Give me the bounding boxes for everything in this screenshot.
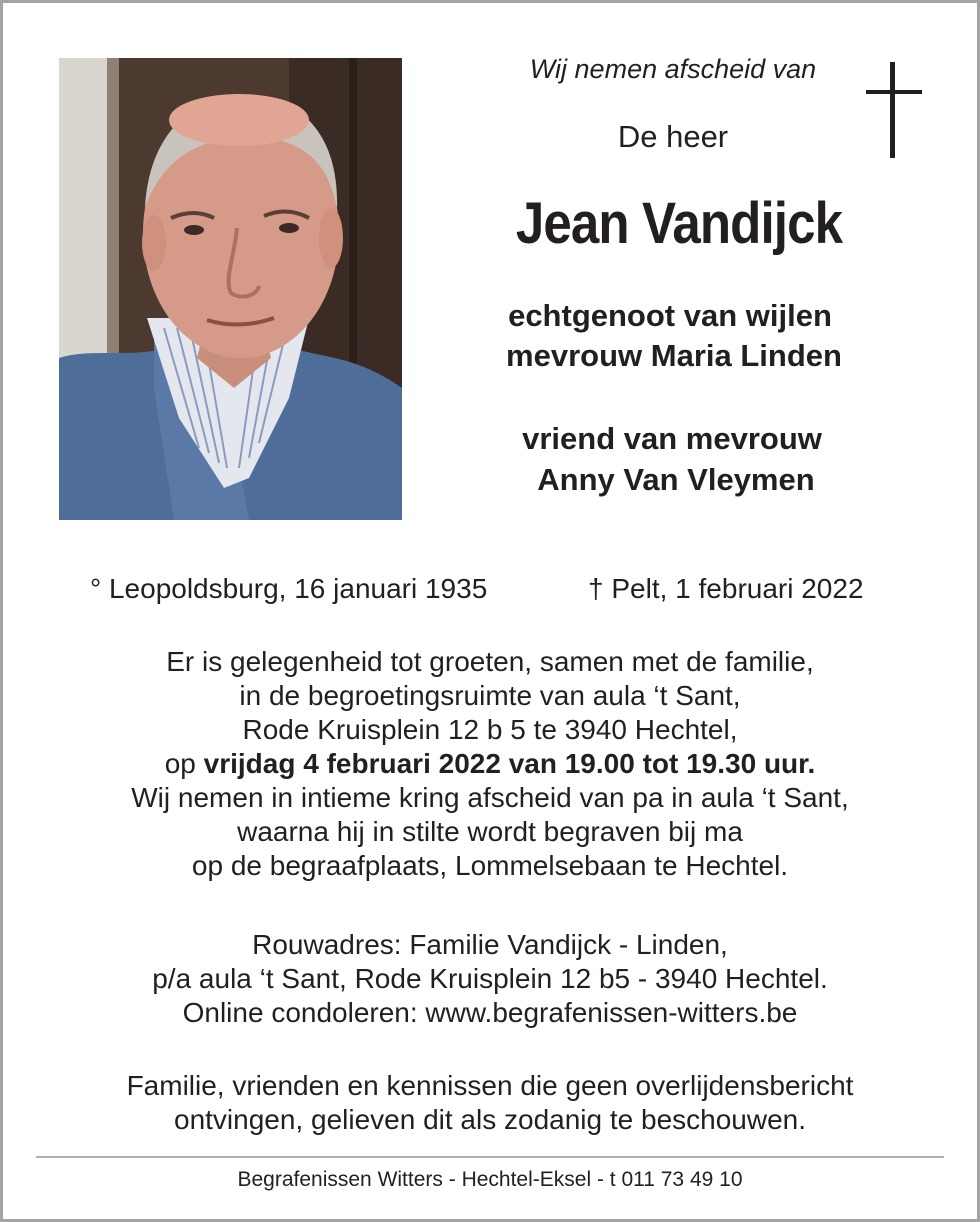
- visit-date-prefix: op: [164, 748, 204, 779]
- death-place-date: Pelt, 1 februari 2022: [611, 573, 864, 604]
- deceased-name: Jean Vandijck: [515, 191, 843, 256]
- visit-line: op de begraafplaats, Lommelsebaan te Hechtel.: [191, 850, 789, 881]
- visit-line: Rode Kruisplein 12 b 5 te 3940 Hechtel,: [242, 714, 738, 745]
- dagger-icon: †: [588, 573, 604, 604]
- funeral-home-footer: Begrafenissen Witters - Hechtel-Eksel - t 011 73 49 10: [237, 1168, 743, 1191]
- address-line: p/a aula ‘t Sant, Rode Kruisplein 12 b5 - 3940 Hechtel.: [152, 963, 828, 994]
- notice-text: [0, 1069, 980, 1137]
- visit-date: vrijdag 4 februari 2022 van 19.00 tot 19.30 uur.: [203, 748, 816, 779]
- mourning-address: [0, 928, 980, 1030]
- relation-line: echtgenoot van wijlen: [508, 298, 832, 333]
- relation-line: vriend van mevrouw: [522, 421, 822, 456]
- footer-divider: [36, 1156, 944, 1158]
- visit-line: Er is gelegenheid tot groeten, samen met de familie,: [166, 646, 814, 677]
- visit-line: waarna hij in stilte wordt begraven bij ma: [237, 816, 743, 847]
- notice-line: ontvingen, gelieven dit als zodanig te beschouwen.: [174, 1104, 806, 1135]
- portrait-photo: [59, 58, 402, 520]
- address-line: Rouwadres: Familie Vandijck - Linden,: [252, 929, 728, 960]
- dates-row: [0, 573, 980, 609]
- birth-info: ° Leopoldsburg, 16 januari 1935: [90, 573, 488, 604]
- relation-line: Anny Van Vleymen: [537, 462, 815, 497]
- honorific: De heer: [617, 119, 729, 154]
- intro-text: Wij nemen afscheid van: [529, 54, 817, 84]
- relation-line: mevrouw Maria Linden: [506, 338, 842, 373]
- condolence-link[interactable]: Online condoleren: www.begrafenissen-witters.be: [182, 997, 798, 1028]
- visit-line: Wij nemen in intieme kring afscheid van pa in aula ‘t Sant,: [131, 782, 849, 813]
- visitation-info: [0, 645, 980, 883]
- notice-line: Familie, vrienden en kennissen die geen overlijdensbericht: [126, 1070, 854, 1101]
- visit-date-line: [0, 747, 980, 781]
- death-info: [588, 573, 864, 605]
- visit-line: in de begroetingsruimte van aula ‘t Sant,: [239, 680, 741, 711]
